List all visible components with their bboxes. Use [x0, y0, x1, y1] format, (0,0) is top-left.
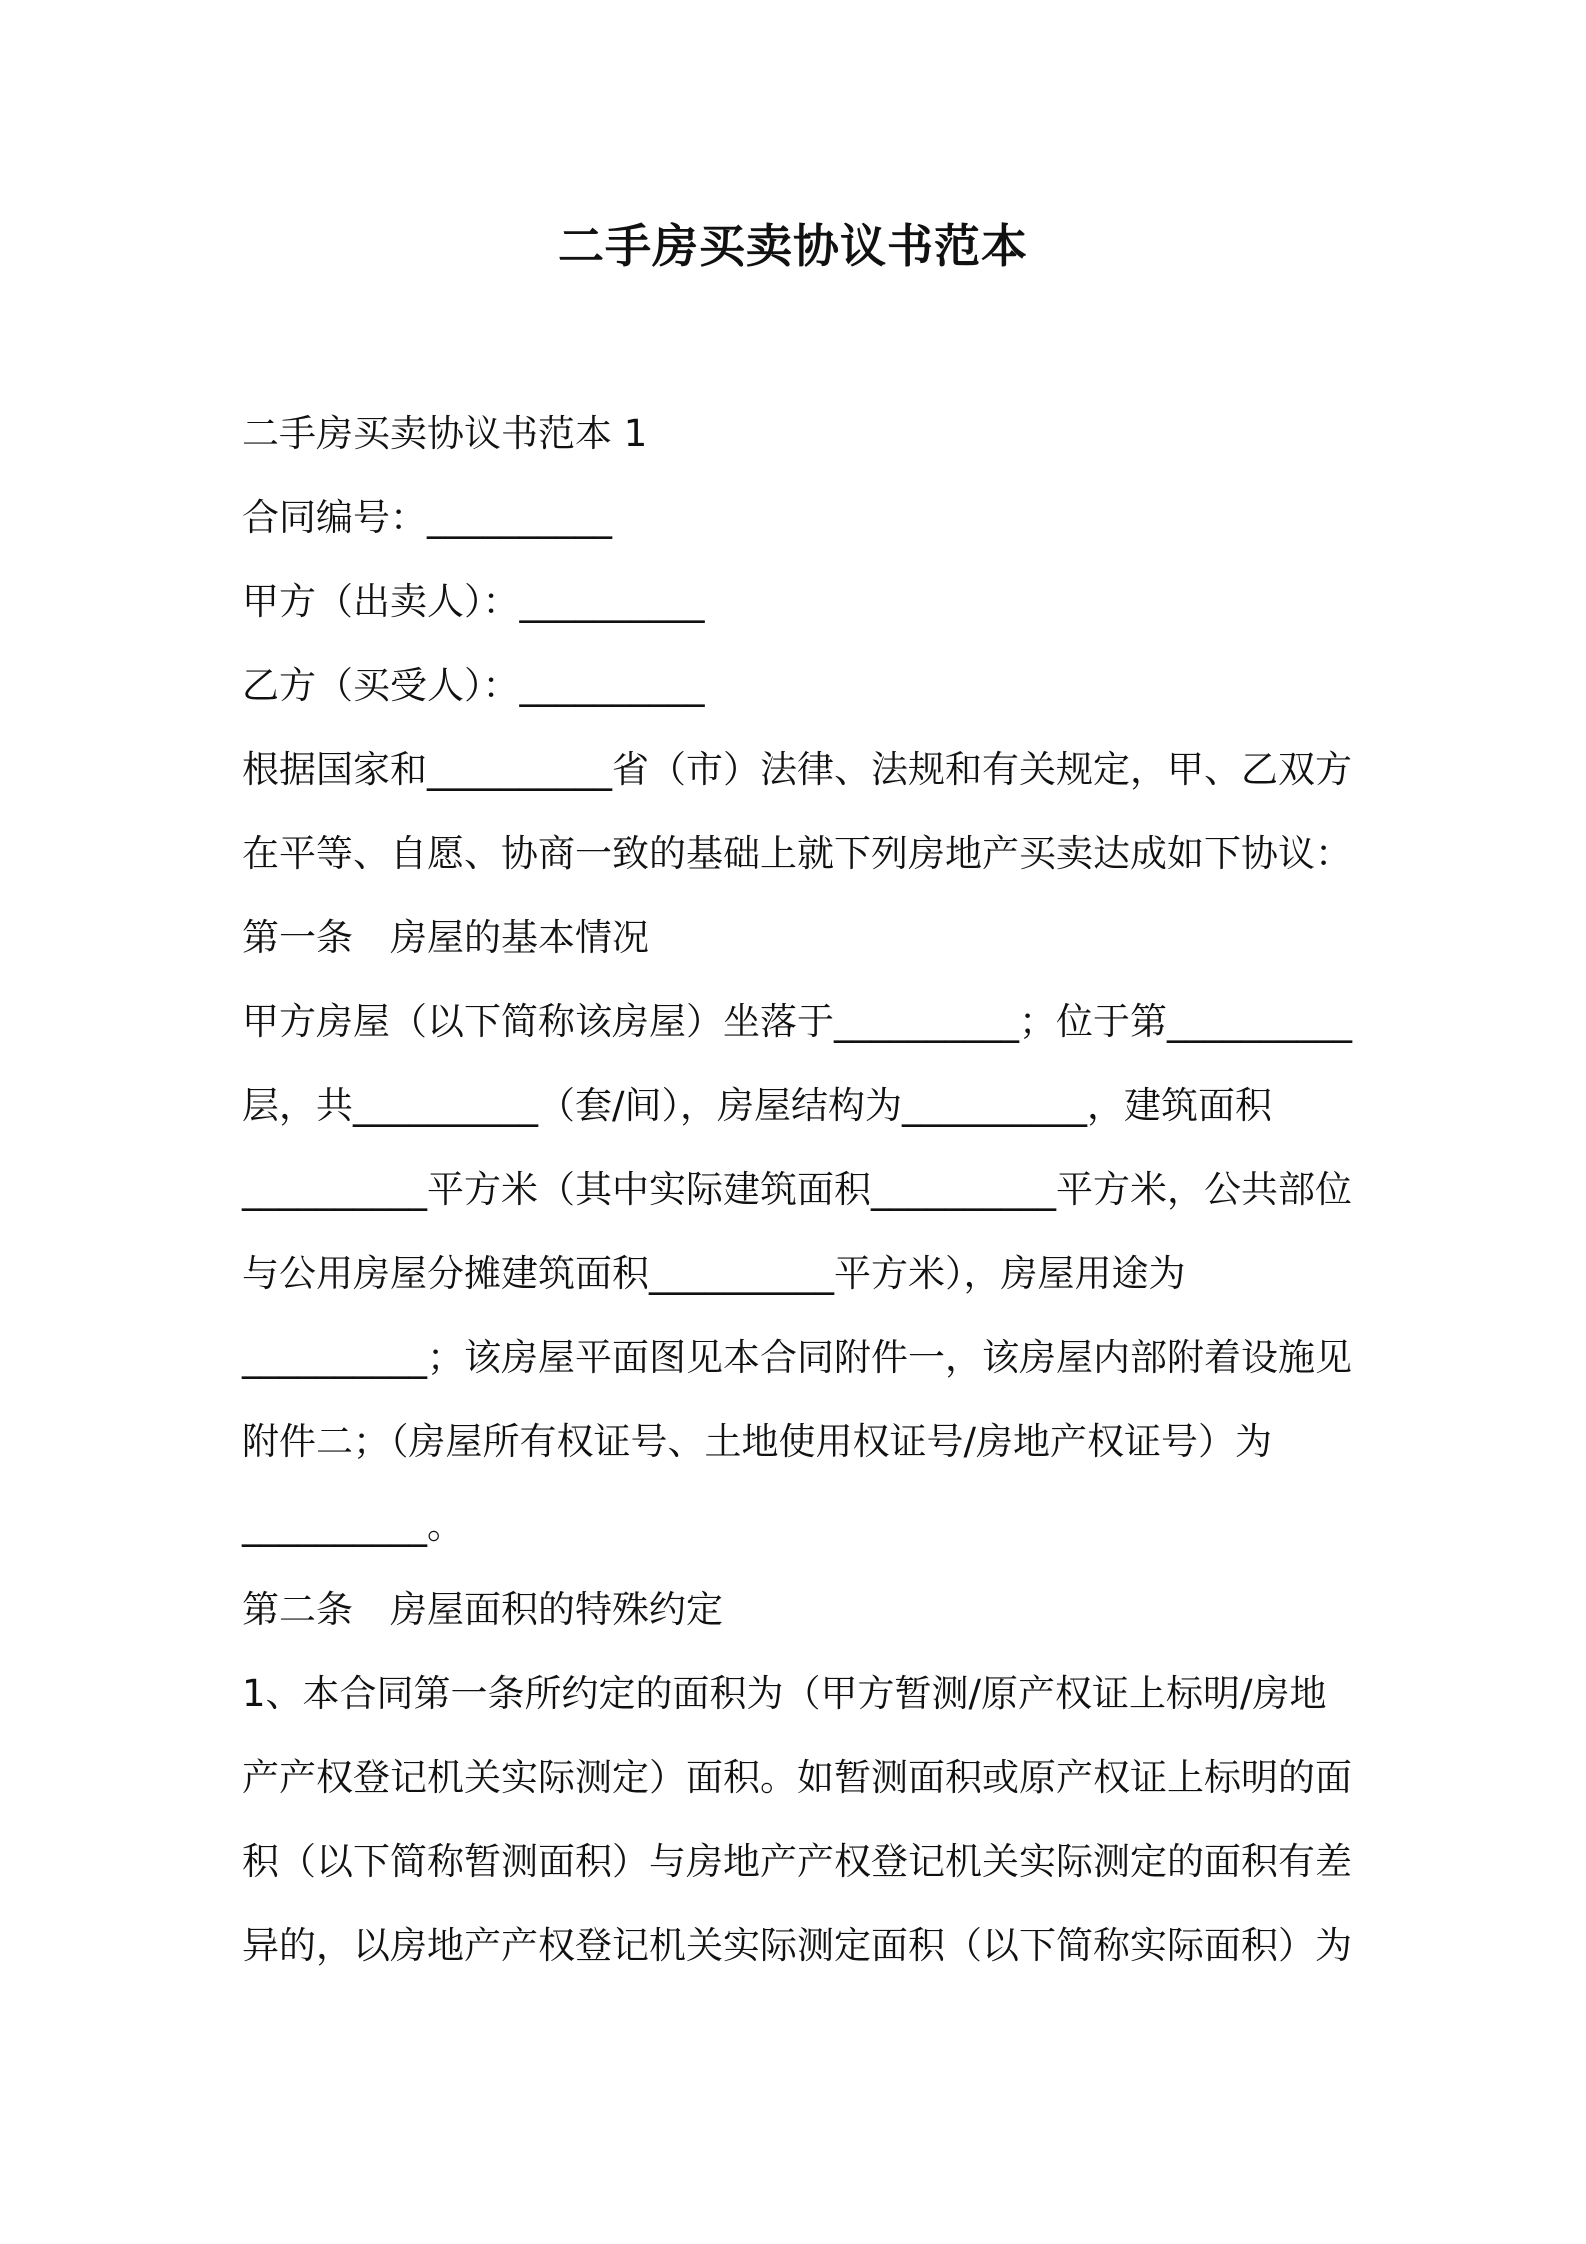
article-heading: 第一条 房屋的基本情况: [242, 916, 649, 959]
body-line: 在平等、自愿、协商一致的基础上就下列房地产买卖达成如下协议：: [242, 832, 1352, 875]
contract-number-line: 合同编号：__________: [242, 496, 612, 539]
body-line: 产产权登记机关实际测定）面积。如暂测面积或原产权证上标明的面: [242, 1756, 1352, 1799]
body-line: 根据国家和__________省（市）法律、法规和有关规定，甲、乙双方: [242, 748, 1352, 791]
body-line: __________平方米（其中实际建筑面积__________平方米，公共部位: [242, 1168, 1352, 1211]
body-line: 层，共__________（套/间），房屋结构为__________，建筑面积: [242, 1084, 1272, 1127]
body-line: __________。: [242, 1504, 464, 1547]
document-title: 二手房买卖协议书范本: [558, 219, 1028, 273]
body-line: 甲方房屋（以下简称该房屋）坐落于__________；位于第__________: [242, 1000, 1352, 1043]
body-line: 附件二；（房屋所有权证号、土地使用权证号/房地产权证号）为: [242, 1420, 1272, 1463]
party-a-line: 甲方（出卖人）：__________: [242, 580, 705, 623]
body-line: 与公用房屋分摊建筑面积__________平方米），房屋用途为: [242, 1252, 1186, 1295]
subtitle-line: 二手房买卖协议书范本 1: [242, 412, 648, 455]
body-line: 积（以下简称暂测面积）与房地产产权登记机关实际测定的面积有差: [242, 1840, 1352, 1883]
party-b-line: 乙方（买受人）：__________: [242, 664, 705, 707]
body-line: __________；该房屋平面图见本合同附件一，该房屋内部附着设施见: [242, 1336, 1352, 1379]
body-line: 异的，以房地产产权登记机关实际测定面积（以下简称实际面积）为: [242, 1924, 1352, 1967]
body-line: 1、本合同第一条所约定的面积为（甲方暂测/原产权证上标明/房地: [242, 1672, 1327, 1715]
article-heading: 第二条 房屋面积的特殊约定: [242, 1588, 723, 1631]
